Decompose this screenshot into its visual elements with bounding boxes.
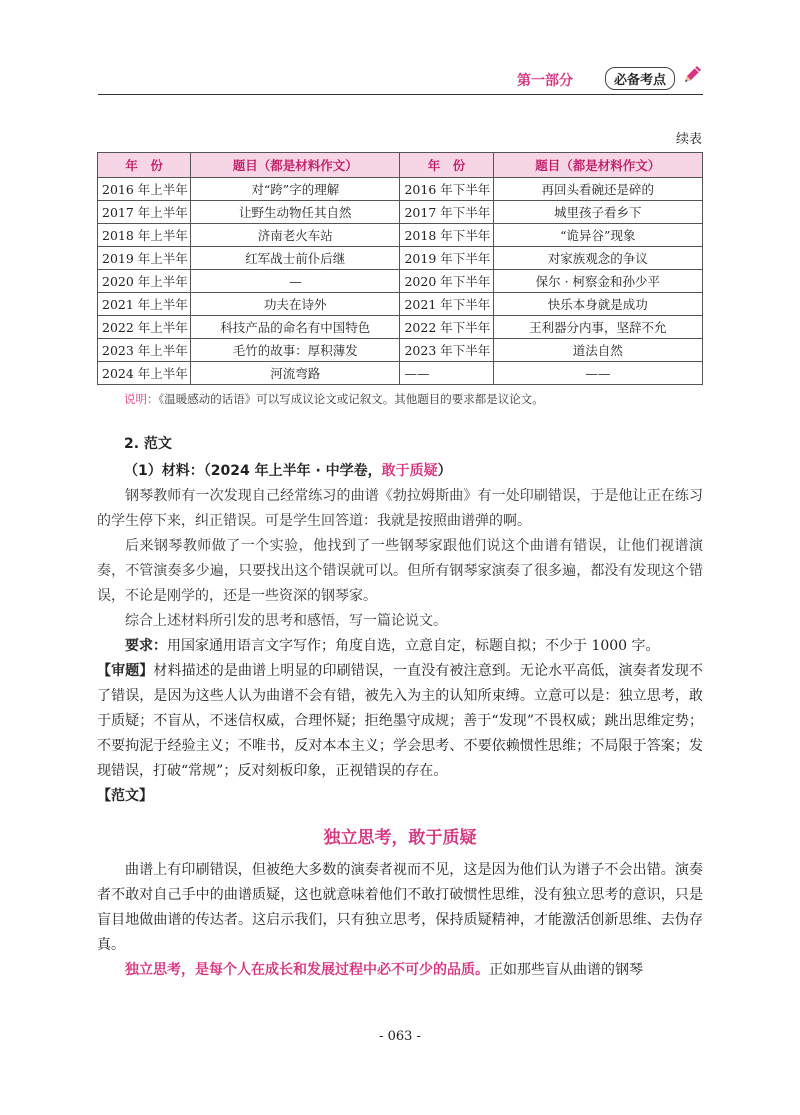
requirement: [97, 634, 703, 659]
requirement-text: 用国家通用语言文字写作；角度自选，立意自定，标题自拟；不少于 1000 字。: [167, 638, 660, 654]
analysis-text: 材料描述的是曲谱上明显的印刷错误，一直没有被注意到。无论水平高低，演奏者发现不了错误，是因为这些人认为曲谱不会有错，被先入为主的认知所束缚。立意可以是：独立思考，敢于质疑；不盲从，不迷信权威，合理怀疑；拒绝墨守成规；善于“发现”不畏权威；跳出思维定势；不要拘泥于经验主义；不唯书，反对本本主义；学会思考、不要依赖惯性思维；不局限于答案；发现错误，打破“常规”；反对刻板印象，正视错误的存在。: [97, 663, 704, 779]
essay-paragraph: 曲谱上有印刷错误，但被绝大多数的演奏者视而不见，这是因为他们认为谱子不会出错。演奏者不敢对自己手中的曲谱质疑，这也就意味着他们不敢打破惯性思维，没有独立思考的意识，只是盲目地做曲谱的传达者。这启示我们，只有独立思考，保持质疑精神，才能激活创新思维、去伪存真。: [97, 862, 703, 953]
year-cell: 2021 年上半年: [98, 293, 191, 316]
material-prefix: （1）材料：（2024 年上半年 · 中学卷，: [124, 463, 382, 479]
material-heading: [124, 460, 452, 480]
topic-table: [97, 152, 703, 385]
material-suffix: ）: [437, 463, 452, 479]
table-row: [98, 362, 703, 385]
year-cell: 2021 年下半年: [400, 293, 493, 316]
year-cell: ——: [400, 362, 493, 385]
topic-cell: —: [191, 270, 400, 293]
material-paragraph: 后来钢琴教师做了一个实验，他找到了一些钢琴家跟他们说这个曲谱有错误，让他们视谱演奏，不管演奏多少遍，只要找出这个错误就可以。但所有钢琴家演奏了很多遍，都没有发现这个错误，不论是刚学的，还是一些资深的钢琴家。: [97, 538, 703, 604]
section-badge: 必备考点: [605, 67, 675, 90]
year-cell: 2020 年上半年: [98, 270, 191, 293]
year-cell: 2020 年下半年: [400, 270, 493, 293]
table-row: [98, 201, 703, 224]
part-label: 第一部分: [517, 73, 573, 89]
year-cell: 2023 年上半年: [98, 339, 191, 362]
table-row: [98, 270, 703, 293]
table-header-row: [98, 153, 703, 178]
topic-cell: 河流弯路: [191, 362, 400, 385]
topic-cell: 保尔 · 柯察金和孙少平: [493, 270, 702, 293]
year-cell: 2018 年上半年: [98, 224, 191, 247]
table-header: 题目（都是材料作文）: [191, 153, 400, 178]
pencil-icon: [681, 64, 703, 86]
table-row: [98, 339, 703, 362]
material-theme: 敢于质疑: [381, 463, 438, 479]
analysis-label: 【审题】: [97, 663, 154, 679]
year-cell: 2019 年下半年: [400, 247, 493, 270]
table-row: [98, 178, 703, 201]
topic-cell: 道法自然: [493, 339, 702, 362]
year-cell: 2022 年上半年: [98, 316, 191, 339]
table-caption: 续表: [675, 132, 702, 147]
year-cell: 2019 年上半年: [98, 247, 191, 270]
topic-cell: 快乐本身就是成功: [493, 293, 702, 316]
section-title: 2. 范文: [124, 436, 172, 452]
topic-cell: ——: [493, 362, 702, 385]
year-cell: 2016 年上半年: [98, 178, 191, 201]
year-cell: 2017 年上半年: [98, 201, 191, 224]
page-number: - 063 -: [379, 1029, 421, 1044]
year-cell: 2023 年下半年: [400, 339, 493, 362]
topic-cell: 功夫在诗外: [191, 293, 400, 316]
table-header: 年 份: [98, 153, 191, 178]
requirement-label: 要求：: [125, 638, 167, 654]
note-text: 《温暖感动的话语》可以写成议论文或记叙文。其他题目的要求都是议论文。: [158, 392, 544, 406]
year-cell: 2016 年下半年: [400, 178, 493, 201]
table-note: [124, 391, 544, 407]
year-cell: 2017 年下半年: [400, 201, 493, 224]
table-row: [98, 316, 703, 339]
topic-cell: 城里孩子看乡下: [493, 201, 702, 224]
essay-text: 正如那些盲从曲谱的钢琴: [489, 962, 643, 978]
table-row: [98, 247, 703, 270]
topic-cell: “诡异谷”现象: [493, 224, 702, 247]
essay-paragraph: [97, 958, 703, 983]
topic-cell: 科技产品的命名有中国特色: [191, 316, 400, 339]
material-paragraph: 综合上述材料所引发的思考和感悟，写一篇论说文。: [125, 613, 447, 629]
table-header: 题目（都是材料作文）: [493, 153, 702, 178]
analysis: [97, 659, 703, 784]
table-row: [98, 224, 703, 247]
topic-cell: 对家族观念的争议: [493, 247, 702, 270]
topic-cell: 再回头看碗还是碎的: [493, 178, 702, 201]
page-header: [98, 62, 703, 95]
table-row: [98, 293, 703, 316]
sample-label: 【范文】: [97, 788, 153, 804]
essay-title: 独立思考，敢于质疑: [323, 828, 477, 848]
note-label: 说明：: [124, 392, 159, 406]
table-header: 年 份: [400, 153, 493, 178]
topic-cell: 王利器分内事，坚辞不允: [493, 316, 702, 339]
year-cell: 2018 年下半年: [400, 224, 493, 247]
topic-cell: 红军战士前仆后继: [191, 247, 400, 270]
topic-cell: 济南老火车站: [191, 224, 400, 247]
material-paragraph: 钢琴教师有一次发现自己经常练习的曲谱《勃拉姆斯曲》有一处印刷错误，于是他让正在练习的学生停下来，纠正错误。可是学生回答道：我就是按照曲谱弹的啊。: [97, 488, 703, 529]
year-cell: 2024 年上半年: [98, 362, 191, 385]
essay-highlight: 独立思考，是每个人在成长和发展过程中必不可少的品质。: [125, 962, 489, 978]
year-cell: 2022 年下半年: [400, 316, 493, 339]
topic-cell: 对“跨”字的理解: [191, 178, 400, 201]
topic-cell: 让野生动物任其自然: [191, 201, 400, 224]
topic-cell: 毛竹的故事：厚积薄发: [191, 339, 400, 362]
